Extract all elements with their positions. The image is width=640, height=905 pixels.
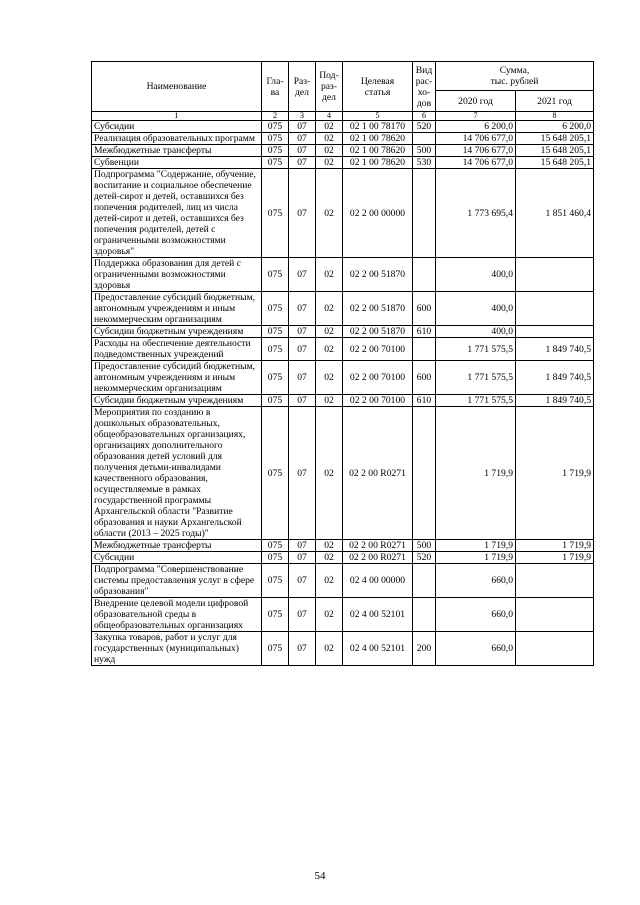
row-amount-2021: 1 851 460,4 [516,169,594,258]
row-vid [413,598,436,632]
row-glava: 075 [262,361,289,395]
row-podrazdel: 02 [316,121,343,133]
table-row [92,361,594,395]
row-podrazdel: 02 [316,632,343,666]
col-header-statya: Целевая статья [343,62,413,112]
row-glava: 075 [262,338,289,361]
table-row [92,157,594,169]
table-body [92,121,594,666]
row-glava: 075 [262,326,289,338]
table-row [92,326,594,338]
row-amount-2021: 15 648 205,1 [516,145,594,157]
row-statya: 02 4 00 00000 [343,564,413,598]
row-podrazdel: 02 [316,133,343,145]
row-podrazdel: 02 [316,361,343,395]
row-amount-2021 [516,564,594,598]
row-name: Реализация образовательных программ [92,133,262,145]
row-razdel: 07 [289,632,316,666]
row-name: Субсидии [92,552,262,564]
row-statya: 02 1 00 78620 [343,145,413,157]
row-name: Мероприятия по созданию в дошкольных образовательных, общеобразовательных организациях, организациях дополнительного образования детей условий для получения детьми-инвалидами качественного образования, осуществляемые в рамках государственной программы Архангельской области "Развитие образования и науки Архангельской области (2013 – 2025 годы)" [92,407,262,540]
table-row [92,258,594,292]
table-row [92,133,594,145]
table-row [92,540,594,552]
row-name: Предоставление субсидий бюджетным, автономным учреждениям и иным некоммерческим организациям [92,361,262,395]
row-amount-2021: 1 849 740,5 [516,361,594,395]
row-podrazdel: 02 [316,407,343,540]
row-razdel: 07 [289,292,316,326]
row-razdel: 07 [289,121,316,133]
row-glava: 075 [262,407,289,540]
col-header-vid: Вид рас- хо- дов [413,62,436,112]
row-glava: 075 [262,145,289,157]
row-name: Межбюджетные трансферты [92,540,262,552]
row-statya: 02 2 00 70100 [343,338,413,361]
row-razdel: 07 [289,598,316,632]
column-number: 4 [316,112,343,121]
row-podrazdel: 02 [316,395,343,407]
row-amount-2021: 1 849 740,5 [516,338,594,361]
row-vid [413,258,436,292]
row-amount-2020: 1 771 575,5 [436,338,516,361]
row-glava: 075 [262,564,289,598]
row-podrazdel: 02 [316,157,343,169]
row-statya: 02 2 00 70100 [343,395,413,407]
column-number: 3 [289,112,316,121]
table-row [92,407,594,540]
row-amount-2021: 1 849 740,5 [516,395,594,407]
row-vid [413,133,436,145]
row-name: Субсидии [92,121,262,133]
table-header [92,62,594,121]
row-amount-2021 [516,598,594,632]
col-header-2020: 2020 год [436,91,516,112]
row-vid: 610 [413,326,436,338]
table-row [92,121,594,133]
row-amount-2021: 15 648 205,1 [516,133,594,145]
row-glava: 075 [262,157,289,169]
row-amount-2020: 400,0 [436,292,516,326]
row-vid: 200 [413,632,436,666]
row-statya: 02 1 00 78620 [343,157,413,169]
row-amount-2020: 1 773 695,4 [436,169,516,258]
row-vid: 520 [413,552,436,564]
row-glava: 075 [262,169,289,258]
row-amount-2021 [516,632,594,666]
row-name: Подпрограмма "Совершенствование системы предоставления услуг в сфере образования" [92,564,262,598]
table-row [92,145,594,157]
table-row [92,395,594,407]
row-glava: 075 [262,292,289,326]
row-name: Расходы на обеспечение деятельности подведомственных учреждений [92,338,262,361]
row-podrazdel: 02 [316,326,343,338]
row-amount-2021: 1 719,9 [516,540,594,552]
row-glava: 075 [262,552,289,564]
row-glava: 075 [262,258,289,292]
row-podrazdel: 02 [316,338,343,361]
row-amount-2020: 1 771 575,5 [436,395,516,407]
row-vid [413,564,436,598]
row-statya: 02 2 00 51870 [343,292,413,326]
row-vid: 500 [413,145,436,157]
row-amount-2021: 1 719,9 [516,552,594,564]
row-amount-2020: 14 706 677,0 [436,157,516,169]
row-statya: 02 4 00 52101 [343,632,413,666]
row-amount-2020: 6 200,0 [436,121,516,133]
row-amount-2020: 660,0 [436,598,516,632]
row-podrazdel: 02 [316,540,343,552]
column-number: 1 [92,112,262,121]
row-amount-2021 [516,326,594,338]
column-number: 6 [413,112,436,121]
column-number: 8 [516,112,594,121]
row-vid: 500 [413,540,436,552]
col-header-glava: Гла- ва [262,62,289,112]
row-glava: 075 [262,395,289,407]
row-amount-2021 [516,258,594,292]
table-row [92,552,594,564]
row-name: Поддержка образования для детей с ограниченными возможностями здоровья [92,258,262,292]
row-name: Межбюджетные трансферты [92,145,262,157]
row-podrazdel: 02 [316,145,343,157]
row-razdel: 07 [289,258,316,292]
page-number: 54 [314,870,326,882]
row-amount-2020: 1 719,9 [436,540,516,552]
row-statya: 02 4 00 52101 [343,598,413,632]
row-name: Закупка товаров, работ и услуг для государственных (муниципальных) нужд [92,632,262,666]
row-podrazdel: 02 [316,564,343,598]
row-amount-2020: 400,0 [436,258,516,292]
row-razdel: 07 [289,361,316,395]
row-amount-2020: 660,0 [436,632,516,666]
row-razdel: 07 [289,326,316,338]
row-podrazdel: 02 [316,169,343,258]
row-statya: 02 2 00 70100 [343,361,413,395]
column-number-row [92,112,594,121]
row-amount-2021: 6 200,0 [516,121,594,133]
row-vid [413,169,436,258]
row-name: Предоставление субсидий бюджетным, автономным учреждениям и иным некоммерческим организациям [92,292,262,326]
row-amount-2021: 1 719,9 [516,407,594,540]
column-number: 7 [436,112,516,121]
row-statya: 02 1 00 78170 [343,121,413,133]
row-razdel: 07 [289,169,316,258]
column-number: 5 [343,112,413,121]
row-statya: 02 2 00 00000 [343,169,413,258]
table-row [92,632,594,666]
row-statya: 02 2 00 R0271 [343,407,413,540]
row-vid: 600 [413,292,436,326]
row-vid: 600 [413,361,436,395]
col-header-sum: Сумма, тыс. рублей [436,62,594,91]
row-vid [413,407,436,540]
table-row [92,564,594,598]
table-row [92,169,594,258]
row-vid [413,338,436,361]
row-amount-2021: 15 648 205,1 [516,157,594,169]
row-amount-2020: 1 719,9 [436,407,516,540]
row-razdel: 07 [289,338,316,361]
budget-table [91,61,594,666]
table-row [92,338,594,361]
col-header-2021: 2021 год [516,91,594,112]
row-podrazdel: 02 [316,552,343,564]
row-podrazdel: 02 [316,598,343,632]
row-razdel: 07 [289,552,316,564]
row-vid: 610 [413,395,436,407]
table-row [92,598,594,632]
row-statya: 02 2 00 R0271 [343,552,413,564]
row-glava: 075 [262,133,289,145]
row-amount-2020: 660,0 [436,564,516,598]
row-name: Субсидии бюджетным учреждениям [92,395,262,407]
row-name: Субсидии бюджетным учреждениям [92,326,262,338]
col-header-razdel: Раз- дел [289,62,316,112]
row-razdel: 07 [289,407,316,540]
row-glava: 075 [262,598,289,632]
row-amount-2020: 1 719,9 [436,552,516,564]
row-amount-2020: 14 706 677,0 [436,133,516,145]
row-razdel: 07 [289,145,316,157]
row-glava: 075 [262,540,289,552]
row-name: Подпрограмма "Содержание, обучение, воспитание и социальное обеспечение детей-сирот и детей, оставшихся без попечения родителей, лиц из числа детей-сирот и детей, оставшихся без попечения родителей, детей с ограниченными возможностями здоровья" [92,169,262,258]
row-amount-2020: 400,0 [436,326,516,338]
row-amount-2020: 1 771 575,5 [436,361,516,395]
row-statya: 02 2 00 51870 [343,258,413,292]
row-razdel: 07 [289,133,316,145]
row-name: Субвенции [92,157,262,169]
row-razdel: 07 [289,540,316,552]
table-row [92,292,594,326]
row-name: Внедрение целевой модели цифровой образовательной среды в общеобразовательных организациях [92,598,262,632]
row-amount-2021 [516,292,594,326]
row-statya: 02 2 00 51870 [343,326,413,338]
row-podrazdel: 02 [316,292,343,326]
row-statya: 02 2 00 R0271 [343,540,413,552]
row-glava: 075 [262,121,289,133]
row-amount-2020: 14 706 677,0 [436,145,516,157]
row-vid: 520 [413,121,436,133]
column-number: 2 [262,112,289,121]
row-statya: 02 1 00 78620 [343,133,413,145]
row-podrazdel: 02 [316,258,343,292]
col-header-podrazdel: Под- раз- дел [316,62,343,112]
row-razdel: 07 [289,157,316,169]
row-glava: 075 [262,632,289,666]
row-razdel: 07 [289,395,316,407]
col-header-name: Наименование [92,62,262,112]
row-vid: 530 [413,157,436,169]
row-razdel: 07 [289,564,316,598]
